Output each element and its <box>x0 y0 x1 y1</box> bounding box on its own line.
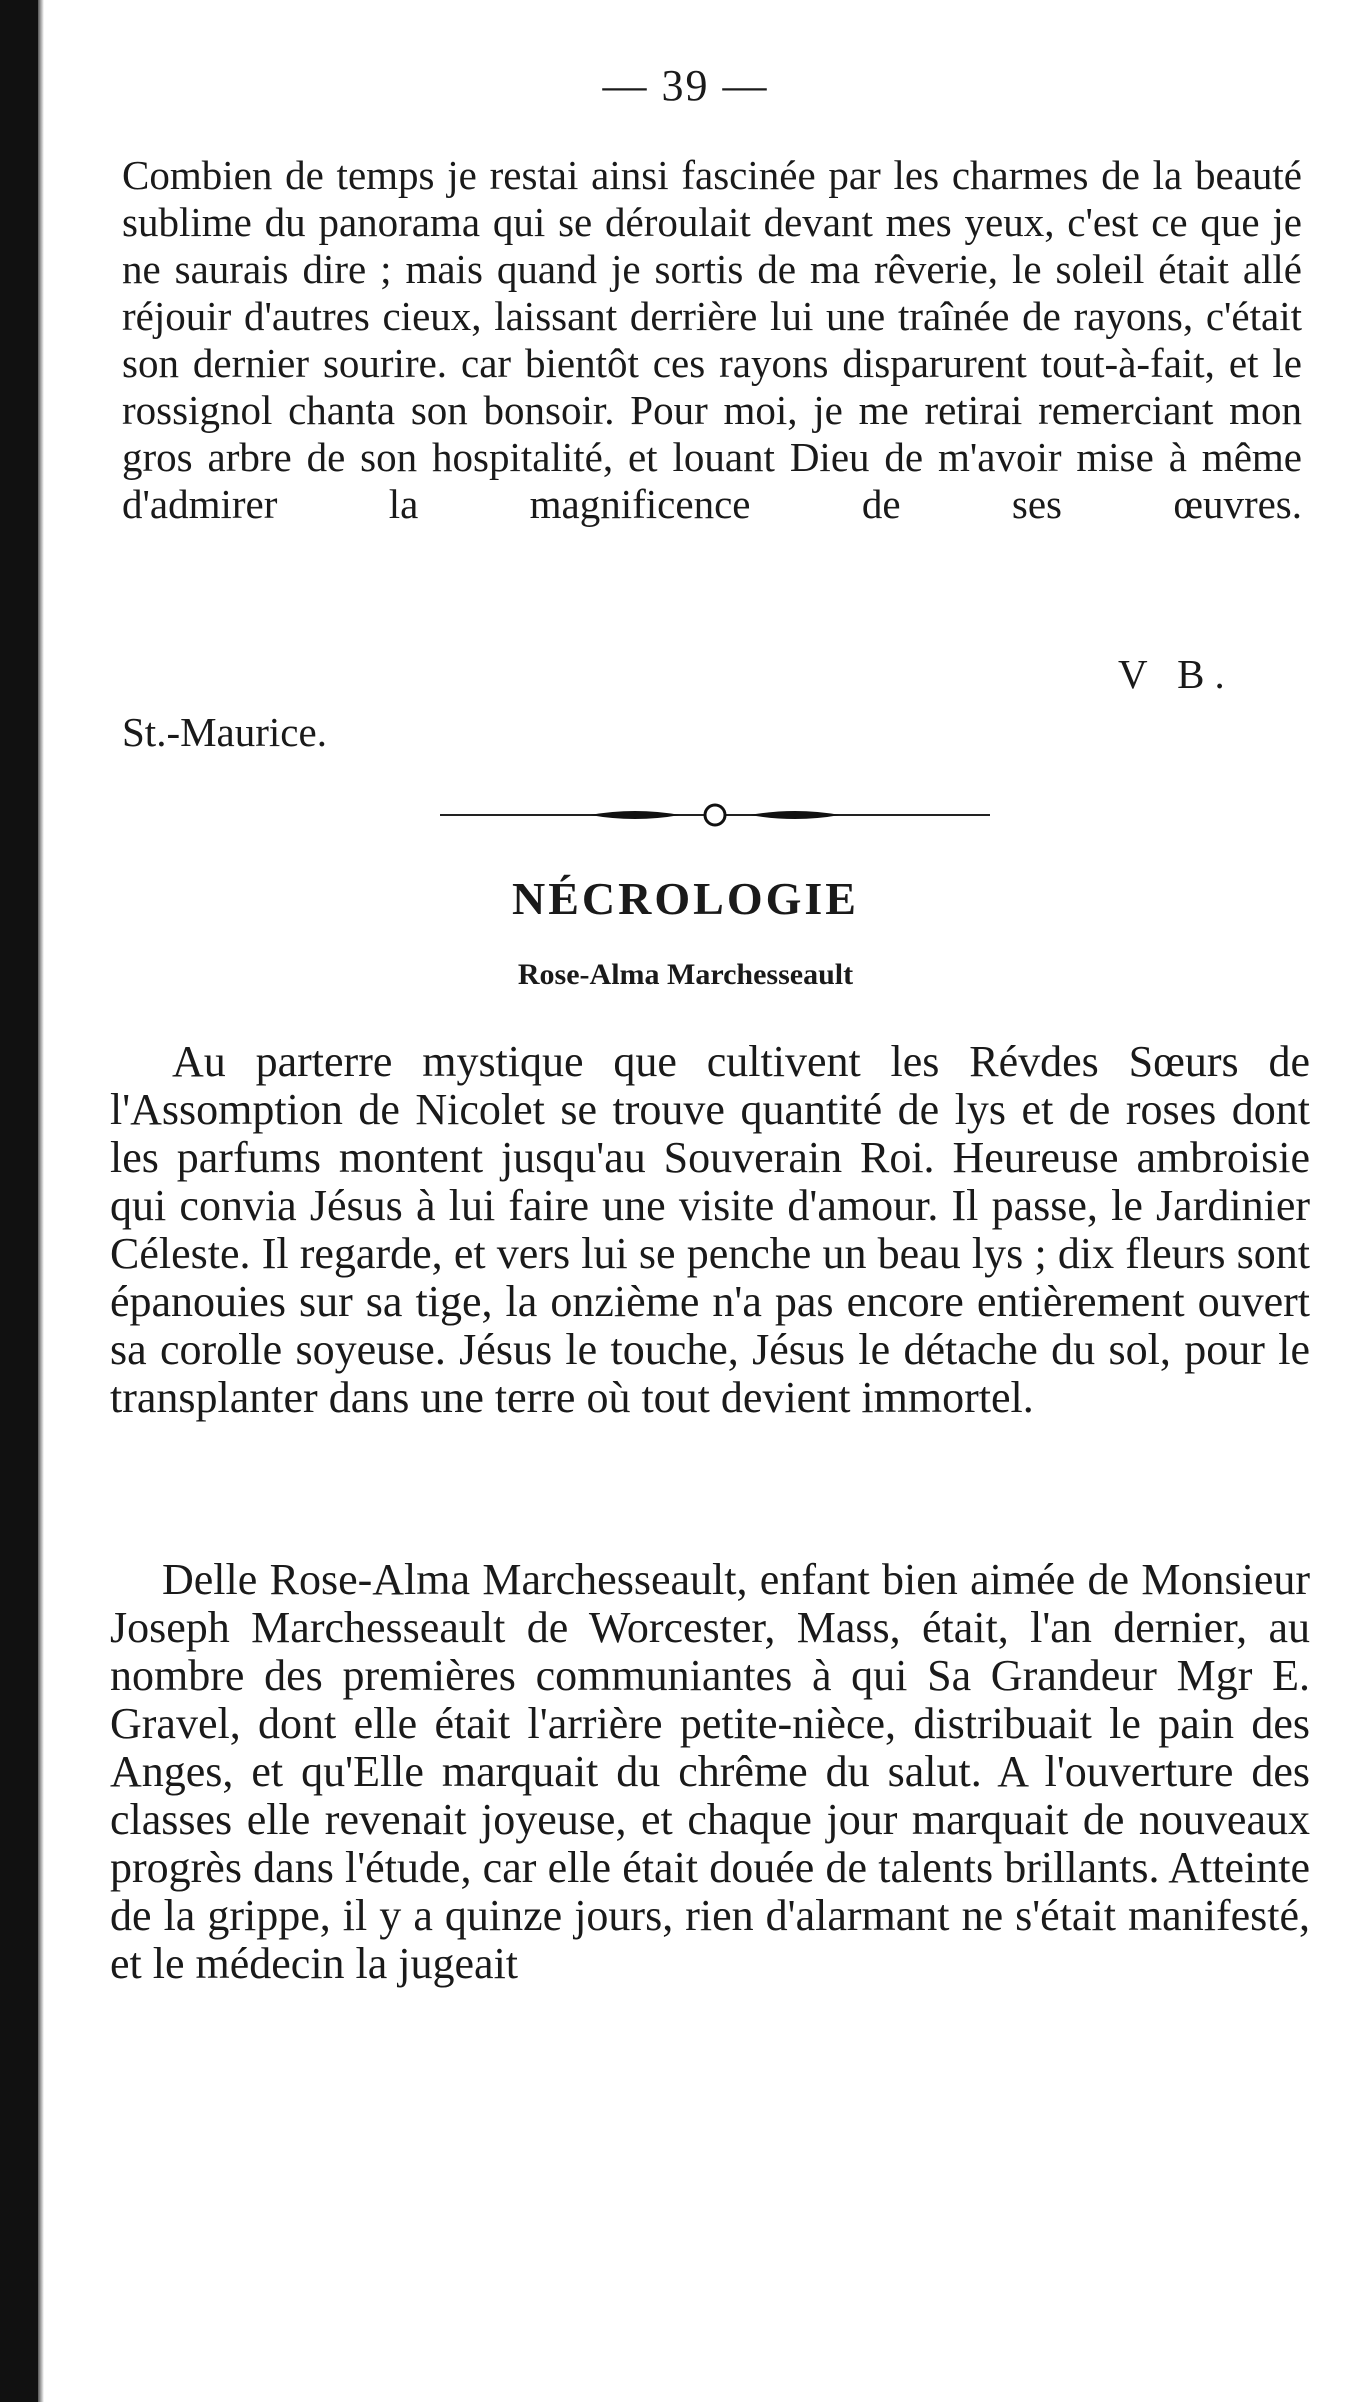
closing-paragraph: Combien de temps je restai ainsi fascinée par les charmes de la beauté sublime du panorama qui se déroulait devant mes yeux, c'est ce que je ne saurais dire ; mais quand je sortis de ma rêverie, le soleil était allé réjouir d'autres cieux, laissant derrière lui une traînée de rayons, c'était son dernier sourire. car bientôt ces rayons disparurent tout-à-fait, et le rossignol chanta son bonsoir. Pour moi, je me retirai remerciant mon gros arbre de son hospitalité, et louant Dieu de m'avoir mise à même d'admirer la magnificence de ses œuvres. <box>122 152 1302 527</box>
section-subtitle: Rose-Alma Marchesseault <box>517 958 854 991</box>
book-spine-edge <box>38 0 44 2402</box>
page-number: — 39 — <box>602 61 769 110</box>
author-signature: V B. <box>1118 651 1235 697</box>
section-divider-ornament <box>440 803 990 827</box>
necrology-paragraph-1: Au parterre mystique que cultivent les Révdes Sœurs de l'Assomption de Nicolet se trouve quantité de lys et de roses dont les parfums montent jusqu'au Souverain Roi. Heureuse ambroisie qui convia Jésus à lui faire une visite d'amour. Il passe, le Jardinier Céleste. Il regarde, et vers lui se penche un beau lys ; dix fleurs sont épanouies sur sa tige, la onzième n'a pas encore entièrement ouvert sa corolle soyeuse. Jésus le touche, Jésus le détache du sol, pour le transplanter dans une terre où tout devient immortel. <box>110 1037 1310 1422</box>
section-title: NÉCROLOGIE <box>512 873 859 924</box>
place-line: St.-Maurice. <box>122 709 327 755</box>
necrology-paragraph-2: Delle Rose-Alma Marchesseault, enfant bien aimée de Monsieur Joseph Marchesseault de Worcester, Mass, était, l'an dernier, au nombre des premières communiantes à qui Sa Grandeur Mgr E. Gravel, dont elle était l'arrière petite-nièce, distribuait le pain des Anges, et qu'Elle marquait du chrême du salut. A l'ouverture des classes elle revenait joyeuse, et chaque jour marquait de nouveaux progrès dans l'étude, car elle était douée de talents brillants. Atteinte de la grippe, il y a quinze jours, rien d'alarmant ne s'était manifesté, et le médecin la jugeait <box>110 1555 1310 1988</box>
book-spine-shadow <box>0 0 38 2402</box>
